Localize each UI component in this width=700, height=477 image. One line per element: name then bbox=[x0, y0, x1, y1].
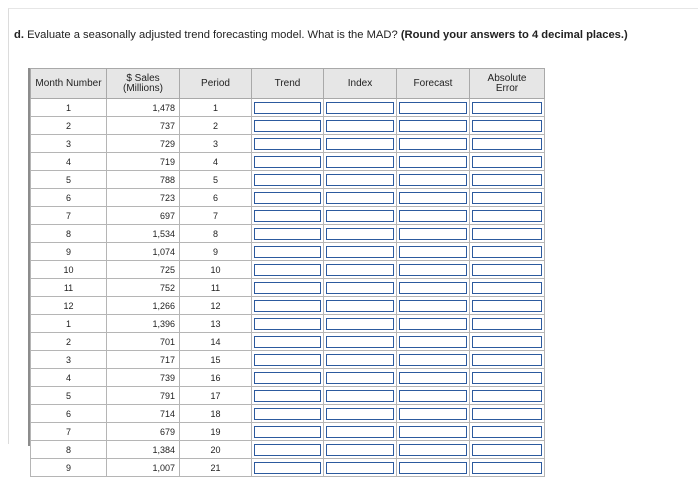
index-input[interactable] bbox=[326, 336, 394, 348]
cell-month-number: 1 bbox=[31, 99, 107, 117]
cell-trend bbox=[252, 297, 324, 315]
cell-month-number: 2 bbox=[31, 333, 107, 351]
forecast-input[interactable] bbox=[399, 372, 467, 384]
cell-forecast bbox=[397, 315, 470, 333]
cell-month-number: 11 bbox=[31, 279, 107, 297]
cell-sales: 752 bbox=[107, 279, 180, 297]
cell-sales: 739 bbox=[107, 369, 180, 387]
cell-absolute-error bbox=[470, 351, 545, 369]
index-input[interactable] bbox=[326, 120, 394, 132]
cell-forecast bbox=[397, 117, 470, 135]
cell-month-number: 12 bbox=[31, 297, 107, 315]
cell-index bbox=[324, 279, 397, 297]
cell-forecast bbox=[397, 441, 470, 459]
table-row bbox=[31, 405, 545, 423]
absolute-error-input[interactable] bbox=[472, 408, 542, 420]
absolute-error-input[interactable] bbox=[472, 282, 542, 294]
cell-absolute-error bbox=[470, 459, 545, 477]
index-input[interactable] bbox=[326, 372, 394, 384]
cell-month-number: 6 bbox=[31, 405, 107, 423]
absolute-error-input[interactable] bbox=[472, 300, 542, 312]
cell-absolute-error bbox=[470, 189, 545, 207]
cell-forecast bbox=[397, 189, 470, 207]
trend-input[interactable] bbox=[254, 156, 321, 168]
cell-index bbox=[324, 99, 397, 117]
col-header-absolute-error-line1: Absolute bbox=[487, 72, 527, 84]
cell-trend bbox=[252, 441, 324, 459]
cell-absolute-error bbox=[470, 225, 545, 243]
col-header-sales-line1: $ Sales bbox=[126, 72, 160, 84]
cell-month-number: 3 bbox=[31, 351, 107, 369]
forecast-input[interactable] bbox=[399, 120, 467, 132]
forecast-input[interactable] bbox=[399, 210, 467, 222]
cell-period: 18 bbox=[180, 405, 252, 423]
cell-forecast bbox=[397, 207, 470, 225]
cell-period: 6 bbox=[180, 189, 252, 207]
cell-sales: 725 bbox=[107, 261, 180, 279]
forecast-input[interactable] bbox=[399, 282, 467, 294]
trend-input[interactable] bbox=[254, 138, 321, 150]
trend-input[interactable] bbox=[254, 372, 321, 384]
trend-input[interactable] bbox=[254, 300, 321, 312]
cell-trend bbox=[252, 261, 324, 279]
table-row bbox=[31, 423, 545, 441]
index-input[interactable] bbox=[326, 444, 394, 456]
cell-period: 5 bbox=[180, 171, 252, 189]
trend-input[interactable] bbox=[254, 318, 321, 330]
absolute-error-input[interactable] bbox=[472, 462, 542, 474]
cell-month-number: 8 bbox=[31, 225, 107, 243]
cell-sales: 679 bbox=[107, 423, 180, 441]
table-row bbox=[31, 297, 545, 315]
absolute-error-input[interactable] bbox=[472, 336, 542, 348]
table-row bbox=[31, 387, 545, 405]
cell-period: 16 bbox=[180, 369, 252, 387]
forecast-input[interactable] bbox=[399, 354, 467, 366]
cell-index bbox=[324, 243, 397, 261]
cell-index bbox=[324, 333, 397, 351]
forecast-table bbox=[30, 68, 545, 477]
cell-trend bbox=[252, 459, 324, 477]
cell-absolute-error bbox=[470, 279, 545, 297]
col-header-sales bbox=[107, 69, 180, 99]
cell-forecast bbox=[397, 261, 470, 279]
cell-period: 19 bbox=[180, 423, 252, 441]
trend-input[interactable] bbox=[254, 102, 321, 114]
cell-period: 10 bbox=[180, 261, 252, 279]
forecast-input[interactable] bbox=[399, 426, 467, 438]
absolute-error-input[interactable] bbox=[472, 102, 542, 114]
cell-forecast bbox=[397, 135, 470, 153]
col-header-period: Period bbox=[180, 69, 252, 99]
cell-trend bbox=[252, 99, 324, 117]
cell-index bbox=[324, 189, 397, 207]
cell-sales: 697 bbox=[107, 207, 180, 225]
index-input[interactable] bbox=[326, 426, 394, 438]
trend-input[interactable] bbox=[254, 246, 321, 258]
col-header-forecast: Forecast bbox=[397, 69, 470, 99]
cell-forecast bbox=[397, 153, 470, 171]
trend-input[interactable] bbox=[254, 120, 321, 132]
cell-sales: 788 bbox=[107, 171, 180, 189]
table-row bbox=[31, 459, 545, 477]
cell-sales: 723 bbox=[107, 189, 180, 207]
cell-index bbox=[324, 387, 397, 405]
absolute-error-input[interactable] bbox=[472, 318, 542, 330]
absolute-error-input[interactable] bbox=[472, 156, 542, 168]
cell-index bbox=[324, 459, 397, 477]
cell-sales: 701 bbox=[107, 333, 180, 351]
cell-period: 4 bbox=[180, 153, 252, 171]
cell-period: 17 bbox=[180, 387, 252, 405]
absolute-error-input[interactable] bbox=[472, 354, 542, 366]
cell-period: 3 bbox=[180, 135, 252, 153]
cell-month-number: 4 bbox=[31, 369, 107, 387]
table-row bbox=[31, 261, 545, 279]
cell-forecast bbox=[397, 387, 470, 405]
cell-index bbox=[324, 315, 397, 333]
table-row bbox=[31, 135, 545, 153]
cell-trend bbox=[252, 171, 324, 189]
forecast-input[interactable] bbox=[399, 390, 467, 402]
cell-trend bbox=[252, 243, 324, 261]
cell-period: 20 bbox=[180, 441, 252, 459]
cell-absolute-error bbox=[470, 99, 545, 117]
cell-period: 9 bbox=[180, 243, 252, 261]
table-row bbox=[31, 153, 545, 171]
cell-index bbox=[324, 297, 397, 315]
cell-sales: 714 bbox=[107, 405, 180, 423]
question-prompt bbox=[14, 29, 628, 41]
table-row bbox=[31, 333, 545, 351]
cell-trend bbox=[252, 135, 324, 153]
forecast-input[interactable] bbox=[399, 156, 467, 168]
cell-trend bbox=[252, 351, 324, 369]
cell-sales: 1,396 bbox=[107, 315, 180, 333]
cell-index bbox=[324, 423, 397, 441]
cell-trend bbox=[252, 423, 324, 441]
table-row bbox=[31, 315, 545, 333]
cell-absolute-error bbox=[470, 261, 545, 279]
cell-forecast bbox=[397, 225, 470, 243]
cell-sales: 717 bbox=[107, 351, 180, 369]
cell-period: 14 bbox=[180, 333, 252, 351]
forecast-input[interactable] bbox=[399, 174, 467, 186]
cell-sales: 1,266 bbox=[107, 297, 180, 315]
cell-period: 7 bbox=[180, 207, 252, 225]
trend-input[interactable] bbox=[254, 192, 321, 204]
table-row bbox=[31, 189, 545, 207]
cell-trend bbox=[252, 315, 324, 333]
cell-absolute-error bbox=[470, 333, 545, 351]
cell-forecast bbox=[397, 279, 470, 297]
cell-trend bbox=[252, 369, 324, 387]
cell-month-number: 7 bbox=[31, 423, 107, 441]
index-input[interactable] bbox=[326, 318, 394, 330]
absolute-error-input[interactable] bbox=[472, 372, 542, 384]
absolute-error-input[interactable] bbox=[472, 192, 542, 204]
index-input[interactable] bbox=[326, 174, 394, 186]
cell-month-number: 2 bbox=[31, 117, 107, 135]
cell-month-number: 5 bbox=[31, 387, 107, 405]
cell-sales: 1,534 bbox=[107, 225, 180, 243]
cell-trend bbox=[252, 117, 324, 135]
cell-forecast bbox=[397, 171, 470, 189]
header-row bbox=[31, 69, 545, 99]
cell-index bbox=[324, 135, 397, 153]
cell-period: 11 bbox=[180, 279, 252, 297]
cell-trend bbox=[252, 153, 324, 171]
absolute-error-input[interactable] bbox=[472, 228, 542, 240]
trend-input[interactable] bbox=[254, 426, 321, 438]
trend-input[interactable] bbox=[254, 462, 321, 474]
cell-period: 8 bbox=[180, 225, 252, 243]
cell-trend bbox=[252, 225, 324, 243]
forecast-table-container bbox=[28, 68, 544, 473]
index-input[interactable] bbox=[326, 282, 394, 294]
index-input[interactable] bbox=[326, 300, 394, 312]
index-input[interactable] bbox=[326, 354, 394, 366]
cell-forecast bbox=[397, 351, 470, 369]
cell-forecast bbox=[397, 297, 470, 315]
forecast-input[interactable] bbox=[399, 102, 467, 114]
forecast-input[interactable] bbox=[399, 408, 467, 420]
cell-forecast bbox=[397, 405, 470, 423]
cell-index bbox=[324, 225, 397, 243]
index-input[interactable] bbox=[326, 246, 394, 258]
cell-index bbox=[324, 261, 397, 279]
cell-month-number: 7 bbox=[31, 207, 107, 225]
col-header-absolute-error-line2: Error bbox=[495, 82, 519, 94]
absolute-error-input[interactable] bbox=[472, 444, 542, 456]
forecast-input[interactable] bbox=[399, 462, 467, 474]
cell-sales: 719 bbox=[107, 153, 180, 171]
absolute-error-input[interactable] bbox=[472, 264, 542, 276]
trend-input[interactable] bbox=[254, 354, 321, 366]
forecast-input[interactable] bbox=[399, 246, 467, 258]
index-input[interactable] bbox=[326, 462, 394, 474]
cell-index bbox=[324, 369, 397, 387]
cell-month-number: 5 bbox=[31, 171, 107, 189]
cell-month-number: 8 bbox=[31, 441, 107, 459]
forecast-input[interactable] bbox=[399, 192, 467, 204]
cell-index bbox=[324, 171, 397, 189]
table-row bbox=[31, 171, 545, 189]
absolute-error-input[interactable] bbox=[472, 246, 542, 258]
cell-sales: 1,478 bbox=[107, 99, 180, 117]
trend-input[interactable] bbox=[254, 444, 321, 456]
cell-month-number: 9 bbox=[31, 459, 107, 477]
trend-input[interactable] bbox=[254, 174, 321, 186]
trend-input[interactable] bbox=[254, 390, 321, 402]
absolute-error-input[interactable] bbox=[472, 390, 542, 402]
forecast-input[interactable] bbox=[399, 336, 467, 348]
cell-trend bbox=[252, 387, 324, 405]
index-input[interactable] bbox=[326, 228, 394, 240]
cell-absolute-error bbox=[470, 423, 545, 441]
cell-absolute-error bbox=[470, 315, 545, 333]
question-text: Evaluate a seasonally adjusted trend forecasting model. What is the MAD? bbox=[27, 29, 398, 41]
cell-absolute-error bbox=[470, 153, 545, 171]
cell-sales: 729 bbox=[107, 135, 180, 153]
cell-absolute-error bbox=[470, 369, 545, 387]
index-input[interactable] bbox=[326, 390, 394, 402]
cell-month-number: 10 bbox=[31, 261, 107, 279]
cell-absolute-error bbox=[470, 297, 545, 315]
index-input[interactable] bbox=[326, 156, 394, 168]
cell-forecast bbox=[397, 369, 470, 387]
cell-period: 13 bbox=[180, 315, 252, 333]
index-input[interactable] bbox=[326, 210, 394, 222]
index-input[interactable] bbox=[326, 102, 394, 114]
cell-sales: 1,074 bbox=[107, 243, 180, 261]
cell-trend bbox=[252, 189, 324, 207]
trend-input[interactable] bbox=[254, 282, 321, 294]
cell-forecast bbox=[397, 333, 470, 351]
table-row bbox=[31, 279, 545, 297]
cell-absolute-error bbox=[470, 243, 545, 261]
table-row bbox=[31, 243, 545, 261]
question-label: d. bbox=[14, 29, 24, 41]
col-header-index: Index bbox=[324, 69, 397, 99]
index-input[interactable] bbox=[326, 408, 394, 420]
absolute-error-input[interactable] bbox=[472, 426, 542, 438]
cell-trend bbox=[252, 279, 324, 297]
cell-period: 12 bbox=[180, 297, 252, 315]
cell-sales: 1,384 bbox=[107, 441, 180, 459]
cell-absolute-error bbox=[470, 387, 545, 405]
col-header-sales-line2: (Millions) bbox=[123, 82, 163, 94]
cell-month-number: 9 bbox=[31, 243, 107, 261]
forecast-input[interactable] bbox=[399, 228, 467, 240]
absolute-error-input[interactable] bbox=[472, 138, 542, 150]
cell-forecast bbox=[397, 459, 470, 477]
cell-index bbox=[324, 351, 397, 369]
cell-absolute-error bbox=[470, 405, 545, 423]
cell-absolute-error bbox=[470, 171, 545, 189]
cell-absolute-error bbox=[470, 117, 545, 135]
col-header-trend: Trend bbox=[252, 69, 324, 99]
cell-month-number: 6 bbox=[31, 189, 107, 207]
table-row bbox=[31, 351, 545, 369]
absolute-error-input[interactable] bbox=[472, 120, 542, 132]
cell-period: 15 bbox=[180, 351, 252, 369]
forecast-input[interactable] bbox=[399, 444, 467, 456]
trend-input[interactable] bbox=[254, 228, 321, 240]
cell-absolute-error bbox=[470, 441, 545, 459]
cell-month-number: 1 bbox=[31, 315, 107, 333]
cell-trend bbox=[252, 333, 324, 351]
table-row bbox=[31, 225, 545, 243]
forecast-input[interactable] bbox=[399, 138, 467, 150]
cell-period: 2 bbox=[180, 117, 252, 135]
trend-input[interactable] bbox=[254, 210, 321, 222]
cell-month-number: 4 bbox=[31, 153, 107, 171]
index-input[interactable] bbox=[326, 264, 394, 276]
trend-input[interactable] bbox=[254, 264, 321, 276]
table-row bbox=[31, 99, 545, 117]
cell-absolute-error bbox=[470, 135, 545, 153]
col-header-month-number: Month Number bbox=[31, 69, 107, 99]
cell-index bbox=[324, 441, 397, 459]
cell-forecast bbox=[397, 423, 470, 441]
question-rounding-note: (Round your answers to 4 decimal places.) bbox=[400, 29, 628, 41]
table-row bbox=[31, 207, 545, 225]
cell-sales: 791 bbox=[107, 387, 180, 405]
cell-trend bbox=[252, 405, 324, 423]
index-input[interactable] bbox=[326, 138, 394, 150]
absolute-error-input[interactable] bbox=[472, 174, 542, 186]
forecast-input[interactable] bbox=[399, 318, 467, 330]
table-row bbox=[31, 441, 545, 459]
cell-sales: 1,007 bbox=[107, 459, 180, 477]
trend-input[interactable] bbox=[254, 336, 321, 348]
cell-month-number: 3 bbox=[31, 135, 107, 153]
forecast-input[interactable] bbox=[399, 264, 467, 276]
cell-forecast bbox=[397, 243, 470, 261]
table-body bbox=[31, 99, 545, 477]
cell-index bbox=[324, 153, 397, 171]
index-input[interactable] bbox=[326, 192, 394, 204]
cell-trend bbox=[252, 207, 324, 225]
cell-forecast bbox=[397, 99, 470, 117]
absolute-error-input[interactable] bbox=[472, 210, 542, 222]
cell-index bbox=[324, 117, 397, 135]
forecast-input[interactable] bbox=[399, 300, 467, 312]
cell-period: 21 bbox=[180, 459, 252, 477]
cell-index bbox=[324, 405, 397, 423]
table-row bbox=[31, 117, 545, 135]
trend-input[interactable] bbox=[254, 408, 321, 420]
col-header-absolute-error bbox=[470, 69, 545, 99]
cell-sales: 737 bbox=[107, 117, 180, 135]
cell-period: 1 bbox=[180, 99, 252, 117]
table-row bbox=[31, 369, 545, 387]
cell-index bbox=[324, 207, 397, 225]
cell-absolute-error bbox=[470, 207, 545, 225]
